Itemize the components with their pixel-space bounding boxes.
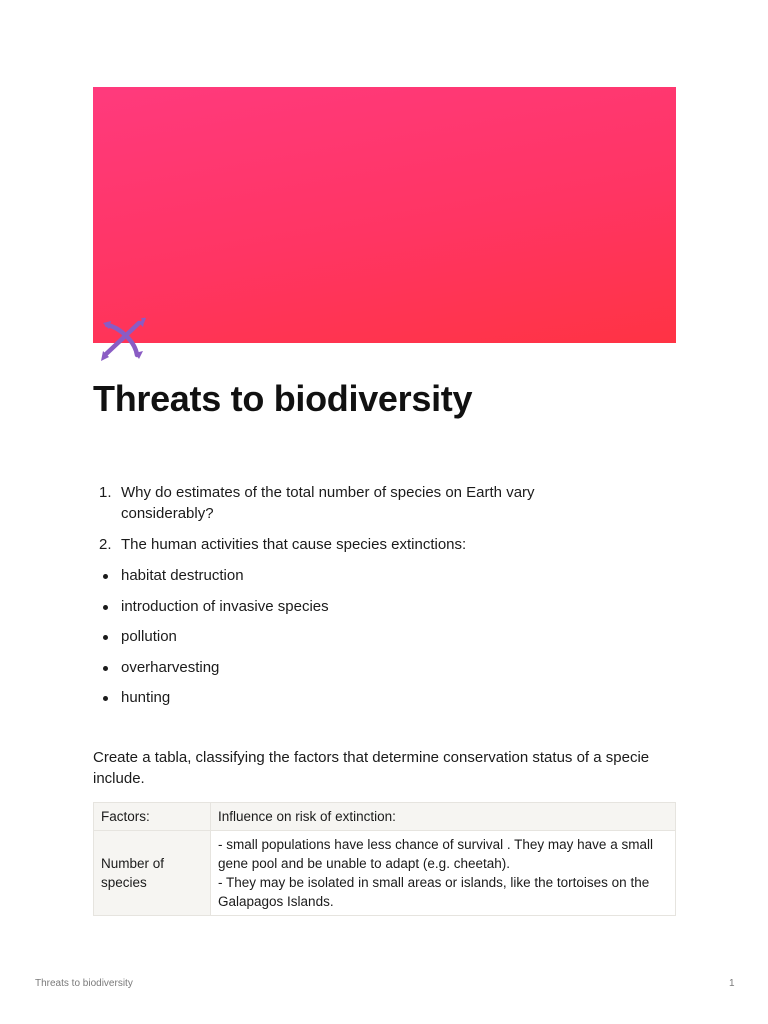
list-number: 1. [99, 484, 112, 501]
list-item [93, 482, 593, 524]
list-item [93, 565, 593, 586]
list-item-text: habitat destruction [121, 567, 244, 584]
page-cover-image [93, 87, 676, 343]
table-header-cell: Influence on risk of extinction: [211, 803, 676, 831]
bullet-icon [103, 574, 108, 579]
table-cell-factor: Number of species [94, 831, 211, 916]
bullet-icon [103, 605, 108, 610]
list-item-text: introduction of invasive species [121, 597, 329, 615]
list-item [93, 657, 593, 678]
question-list [93, 482, 593, 565]
bullet-icon [103, 696, 108, 701]
influence-line: - small populations have less chance of survival . They may have a small gene pool and be unable to adapt (e.g. cheetah). [218, 837, 653, 871]
table-header-row [94, 803, 676, 831]
table-cell-influence [211, 831, 676, 916]
table-header-cell: Factors: [94, 803, 211, 831]
page-title: Threats to biodiversity [93, 378, 473, 419]
list-item [93, 596, 593, 617]
instruction-paragraph: Create a tabla, classifying the factors that determine conservation status of a specie include. [93, 749, 650, 787]
bow-and-arrow-icon [99, 315, 147, 361]
footer-title: Threats to biodiversity [35, 978, 133, 989]
bullet-icon [103, 666, 108, 671]
list-item [93, 626, 593, 647]
list-item-text: The human activities that cause species extinctions: [121, 536, 467, 553]
factors-table [93, 802, 676, 916]
list-item-text: hunting [121, 689, 171, 706]
list-number: 2. [99, 536, 112, 553]
list-item-text: Why do estimates of the total number of species on Earth vary considerably? [121, 484, 535, 522]
list-item-text: overharvesting [121, 658, 220, 676]
bullet-icon [103, 635, 108, 640]
list-item [93, 687, 593, 708]
table-row [94, 831, 676, 916]
list-item-text: pollution [121, 628, 177, 645]
footer-page-number: 1 [729, 978, 735, 989]
list-item [93, 534, 593, 555]
activity-list [93, 565, 593, 718]
influence-line: - They may be isolated in small areas or islands, like the tortoises on the Galapagos Islands. [218, 875, 650, 909]
